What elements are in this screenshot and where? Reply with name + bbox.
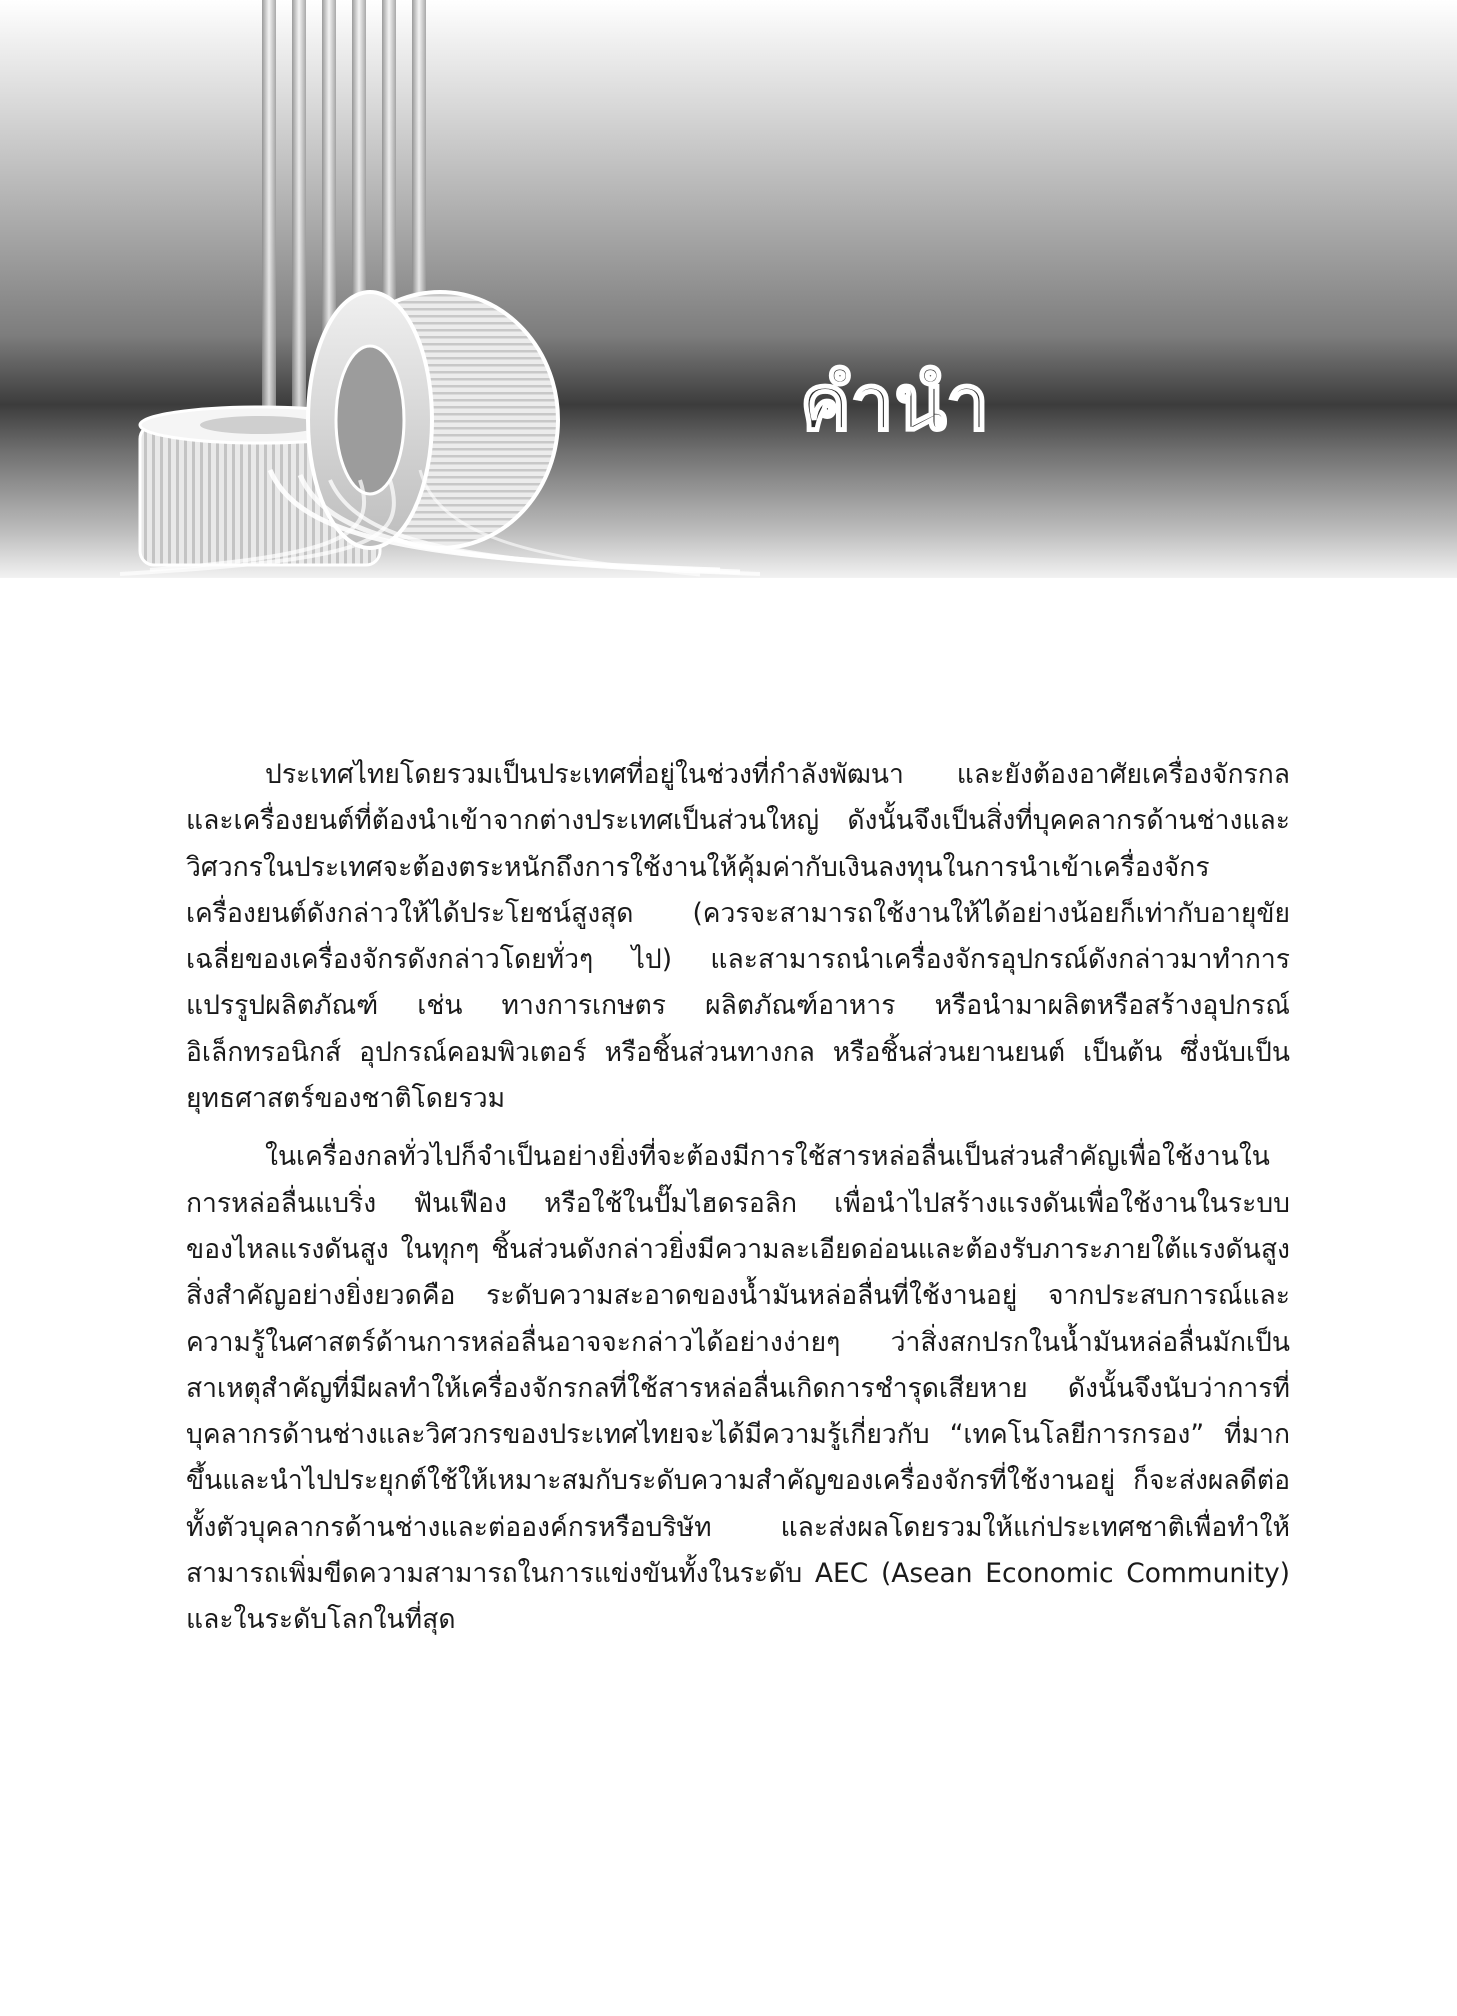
page-title: คำนำ <box>800 358 991 447</box>
paragraph: ในเครื่องกลทั่วไปก็จำเป็นอย่างยิ่งที่จะต้องมีการใช้สารหล่อลื่นเป็นส่วนสำคัญเพื่อใช้งานในการหล่อลื่นแบริ่ง ฟันเฟือง หรือใช้ในปั๊มไฮดรอลิก เพื่อนำไปสร้างแรงดันเพื่อใช้งานในระบบของไหลแรงดันสูง ในทุกๆ ชิ้นส่วนดังกล่าวยิ่งมีความละเอียดอ่อนและต้องรับภาระภายใต้แรงดันสูง สิ่งสำคัญอย่างยิ่งยวดคือ ระดับความสะอาดของน้ำมันหล่อลื่นที่ใช้งานอยู่ จากประสบการณ์และความรู้ในศาสตร์ด้านการหล่อลื่นอาจจะกล่าวได้อย่างง่ายๆ ว่าสิ่งสกปรกในน้ำมันหล่อลื่นมักเป็นสาเหตุสำคัญที่มีผลทำให้เครื่องจักรกลที่ใช้สารหล่อลื่นเกิดการชำรุดเสียหาย ดังนั้นจึงนับว่าการที่บุคลากรด้านช่างและวิศวกรของประเทศไทยจะได้มีความรู้เกี่ยวกับ “เทคโนโลยีการกรอง” ที่มากขึ้นและนำไปประยุกต์ใช้ให้เหมาะสมกับระดับความสำคัญของเครื่องจักรที่ใช้งานอยู่ ก็จะส่งผลดีต่อทั้งตัวบุคลากรด้านช่างและต่อองค์กรหรือบริษัท และส่งผลโดยรวมให้แก่ประเทศชาติเพื่อทำให้สามารถเพิ่มขีดความสามารถในการแข่งขันทั้งในระดับ AEC (Asean Economic Community) และในระดับโลกในที่สุด <box>186 1141 1290 1636</box>
filter-cartridge-illustration <box>0 0 1457 578</box>
paragraph: ประเทศไทยโดยรวมเป็นประเทศที่อยู่ในช่วงที่กำลังพัฒนา และยังต้องอาศัยเครื่องจักรกลและเครื่องยนต์ที่ต้องนำเข้าจากต่างประเทศเป็นส่วนใหญ่ ดังนั้นจึงเป็นสิ่งที่บุคคลากรด้านช่างและวิศวกรในประเทศจะต้องตระหนักถึงการใช้งานให้คุ้มค่ากับเงินลงทุนในการนำเข้าเครื่องจักรเครื่องยนต์ดังกล่าวให้ได้ประโยชน์สูงสุด (ควรจะสามารถใช้งานให้ได้อย่างน้อยก็เท่ากับอายุขัยเฉลี่ยของเครื่องจักรดังกล่าวโดยทั่วๆ ไป) และสามารถนำเครื่องจักรอุปกรณ์ดังกล่าวมาทำการแปรรูปผลิตภัณฑ์ เช่น ทางการเกษตร ผลิตภัณฑ์อาหาร หรือนำมาผลิตหรือสร้างอุปกรณ์อิเล็กทรอนิกส์ อุปกรณ์คอมพิวเตอร์ หรือชิ้นส่วนทางกล หรือชิ้นส่วนยานยนต์ เป็นต้น ซึ่งนับเป็นยุทธศาสตร์ของชาติโดยรวม <box>186 759 1290 1115</box>
header-banner <box>0 0 1457 578</box>
preface-body <box>186 752 1290 1656</box>
